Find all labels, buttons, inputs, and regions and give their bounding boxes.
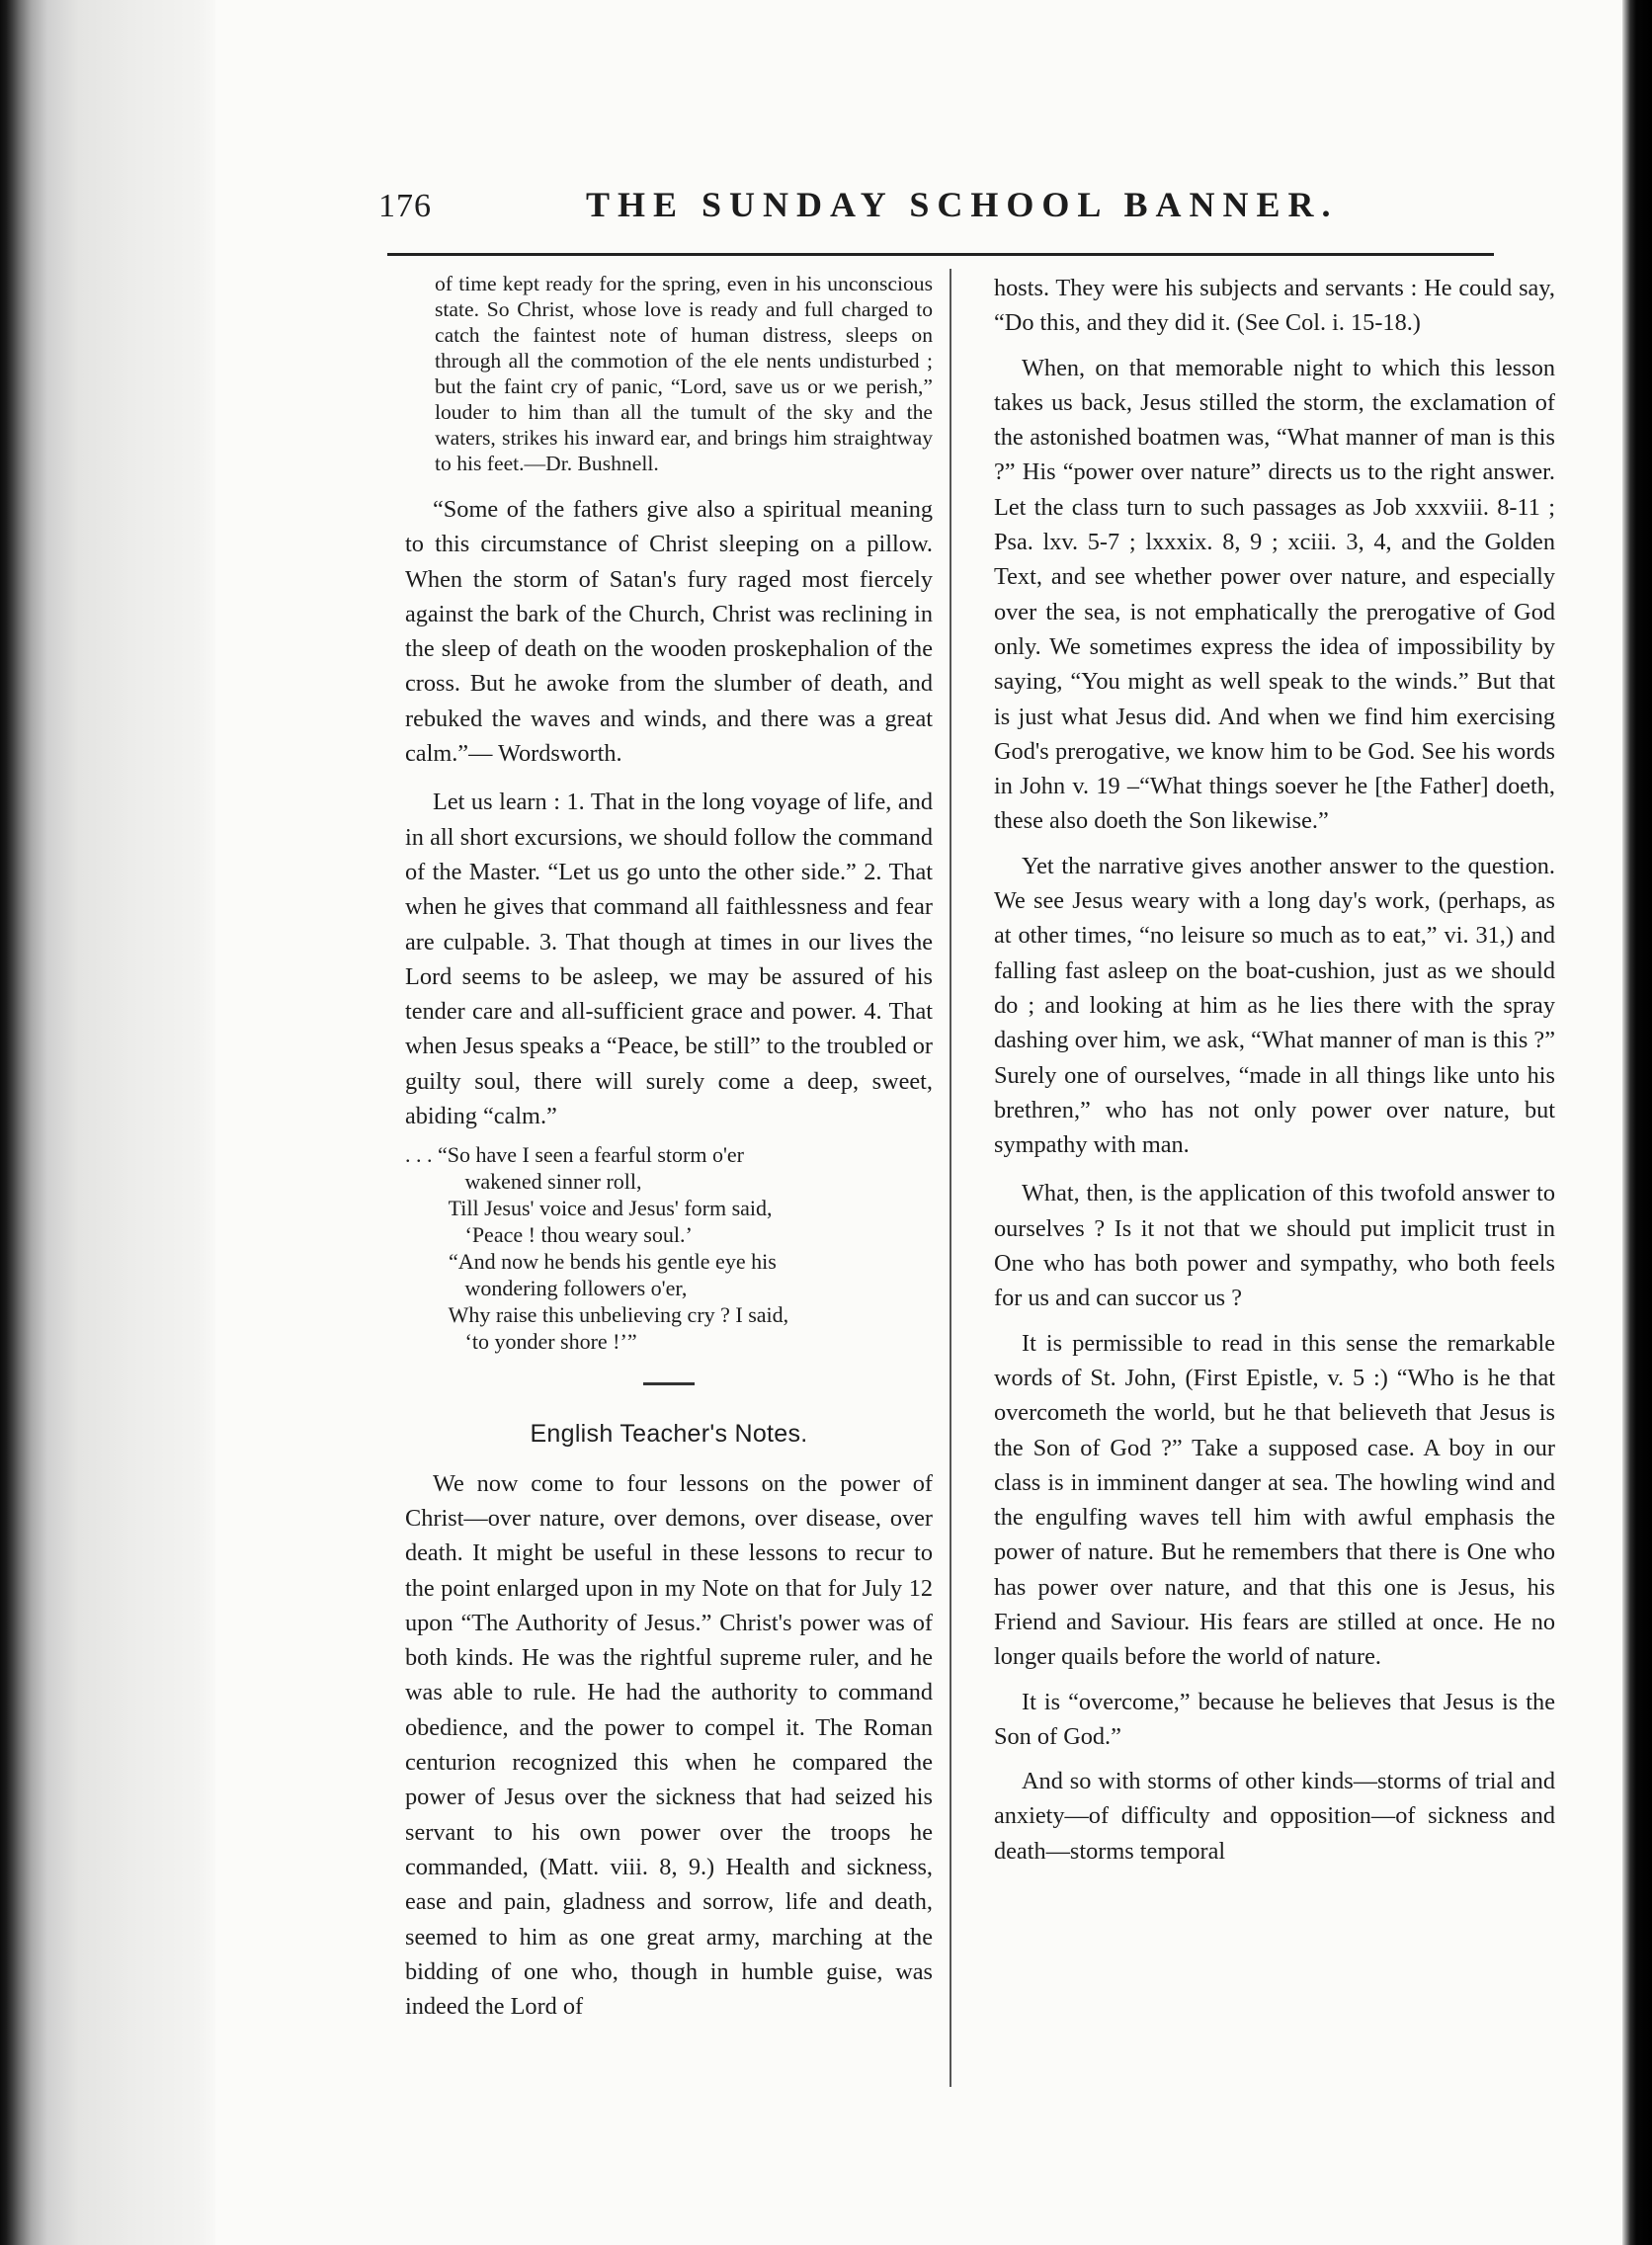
column-divider <box>950 269 951 2087</box>
section-heading-english-teachers-notes: English Teacher's Notes. <box>530 1420 808 1449</box>
scan-right-edge <box>1622 0 1652 2245</box>
poem-line: ‘to yonder shore !’” <box>405 1329 637 1355</box>
poem-line: Till Jesus' voice and Jesus' form said, <box>405 1196 773 1221</box>
header-rule <box>387 253 1494 256</box>
poem-line: Why raise this unbelieving cry ? I said, <box>405 1302 789 1328</box>
running-title: THE SUNDAY SCHOOL BANNER. <box>586 185 1339 224</box>
poem-line: . . . “So have I seen a fearful storm o'er <box>405 1142 744 1168</box>
quote-bushnell: of time kept ready for the spring, even in his unconscious state. So Christ, whose love is ready and full charged to catch the faintest note of human distress, sleeps on through all the commotion of the ele nents undisturbed ; but the faint cry of panic, “Lord, save us or we perish,” louder to him than all the tumult of the sky and the waters, strikes his inward ear, and brings him straightway to his feet.—Dr. Bushnell. <box>435 272 933 475</box>
page-header <box>378 174 1499 243</box>
paragraph-another-answer: Yet the narrative gives another answer to the question. We see Jesus weary with a long day's work, (perhaps, as at other times, “no leisure so much as to eat,” vi. 31,) and falling fast asleep on the boat-cushion, just as we should do ; and looking at him as he lies there with the spray dashing over him, we ask, “What manner of man is this ?” Surely one of ourselves, “made in all things like unto his brethren,” who has not only power over nature, but sympathy with man. <box>994 852 1555 1159</box>
section-separator <box>643 1382 695 1385</box>
left-column <box>405 271 933 2024</box>
paragraph-overcome: It is “overcome,” because he believes that Jesus is the Son of God.” <box>994 1688 1555 1750</box>
paragraph-memorable-night: When, on that memorable night to which this lesson takes us back, Jesus stilled the storm, the exclamation of the astonished boatmen was, “What manner of man is this ?” His “power over nature” directs us to the right answer. Let the class turn to such passages as Job xxxviii. 8-11 ; Psa. lxv. 5-7 ; lxxxix. 8, 9 ; xciii. 3, 4, and the Golden Text, and see whether power over nature, and especially over the sea, is not emphatically the prerogative of God only. We sometimes express the idea of impossibility by saying, “You might as well speak to the winds.” But that is just what Jesus did. And when we find him exercising God's prerogative, we know him to be God. See his words in John v. 19 –“What things soever he [the Father] doeth, these also doeth the Son likewise.” <box>994 354 1555 835</box>
paragraph-let-us-learn: Let us learn : 1. That in the long voyage of life, and in all short excursions, we should follow the command of the Master. “Let us go unto the other side.” 2. That when he gives that command all faithlessness and fear are culpable. 3. That though at times in our lives the Lord seems to be asleep, we may be assured of his tender care and all-sufficient grace and power. 4. That when Jesus speaks a “Peace, be still” to the troubled or guilty soul, there will surely come a deep, sweet, abiding “calm.” <box>405 789 933 1130</box>
scan-binding-edge <box>0 0 215 2245</box>
poem-verse <box>405 1141 933 1355</box>
poem-line: wakened sinner roll, <box>405 1169 642 1195</box>
poem-line: wondering followers o'er, <box>405 1276 688 1301</box>
paragraph-permissible: It is permissible to read in this sense the remarkable words of St. John, (First Epistle, v. 5 :) “Who is he that overcometh the world, but he that believeth that Jesus is the Son of God ?” Take a supposed case. A boy in our class is in imminent danger at sea. The howling wind and the engulfing waves tell him with awful emphasis the power of nature. But he remembers that there is One who has power over nature, and that this one is Jesus, his Friend and Saviour. His fears are stilled at once. He no longer quails before the world of nature. <box>994 1329 1555 1671</box>
paragraph-wordsworth: “Some of the fathers give also a spiritual meaning to this circumstance of Christ sleeping on a pillow. When the storm of Satan's fury raged most fiercely against the bark of the Church, Christ was reclining in the sleep of death on the wooden proskephalion of the cross. But he awoke from the slumber of death, and rebuked the waves and winds, and there was a great calm.”— Wordsworth. <box>405 496 933 768</box>
paragraph-application: What, then, is the application of this twofold answer to ourselves ? Is it not that we should put implicit trust in One who has both power and sympathy, who both feels for us and can succor us ? <box>994 1180 1555 1312</box>
paragraph-four-lessons: We now come to four lessons on the power of Christ—over nature, over demons, over disease, over death. It might be useful in these lessons to recur to the point enlarged upon in my Note on that for July 12 upon “The Authority of Jesus.” Christ's power was of both kinds. He was the rightful supreme ruler, and he was able to rule. He had the authority to command obedience, and the power to compel it. The Roman centurion recognized this when he compared the power of Jesus over the sickness that had seized his servant to his own power over the troops he commanded, (Matt. viii. 8, 9.) Health and sickness, ease and pain, gladness and sorrow, life and death, seemed to him as one great army, marching at the bidding of one who, though in humble guise, was indeed the Lord of <box>405 1469 933 2021</box>
paragraph-other-storms: And so with storms of other kinds—storms of trial and anxiety—of difficulty and opposition—of sickness and death—storms temporal <box>994 1768 1555 1865</box>
paragraph-hosts: hosts. They were his subjects and servants : He could say, “Do this, and they did it. (See Col. i. 15-18.) <box>994 275 1555 337</box>
right-column <box>994 271 1555 1869</box>
poem-line: ‘Peace ! thou weary soul.’ <box>405 1222 693 1248</box>
poem-line: “And now he bends his gentle eye his <box>405 1249 777 1275</box>
page-number: 176 <box>378 188 432 224</box>
